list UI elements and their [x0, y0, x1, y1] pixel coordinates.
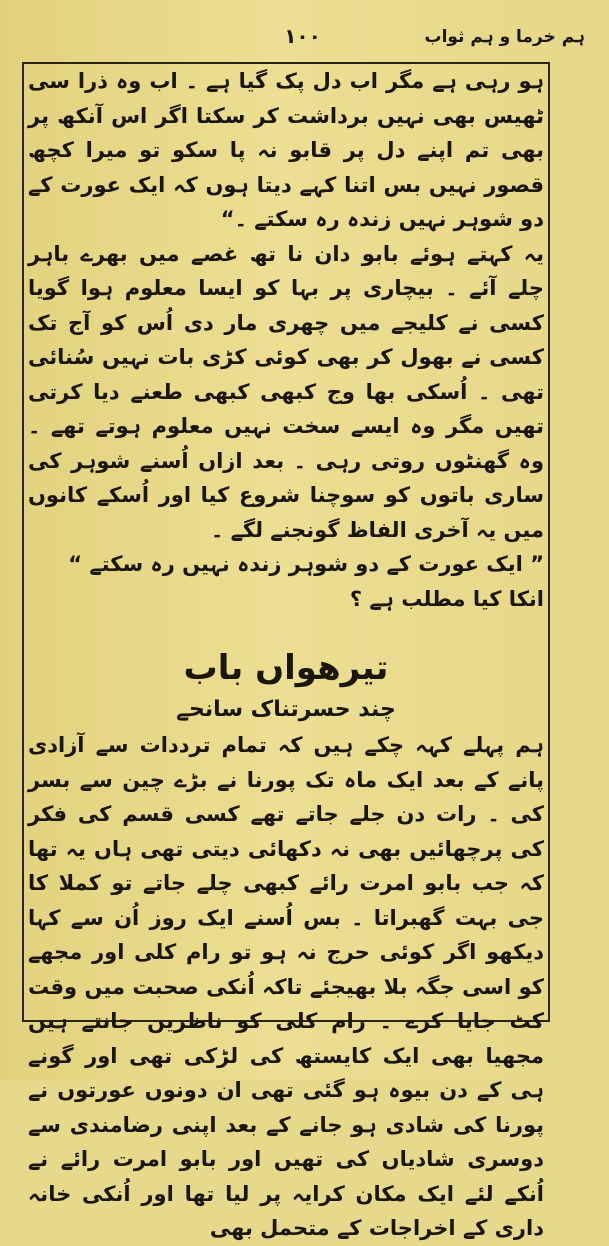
paragraph-question: انکا کیا مطلب ہے ؟ [349, 586, 544, 611]
chapter-title: تیرھواں باب [183, 648, 389, 688]
page-header [20, 20, 585, 66]
chapter-subtitle: چند حسرتناک سانحے [176, 697, 396, 722]
page-number: ۱۰۰ [284, 24, 321, 48]
paragraph-2: یہ کہتے ہوئے بابو دان نا تھ غصے میں بھرے باہر چلے آئے ۔ بیچاری پر بہا کو ایسا معلوم ہوا گویا کسی نے کلیجے میں چھری مار دی اُس کو آج تک کسی نے بھول کر بھی کوئی کڑی بات نہیں سُنائی تھی ۔ اُسکی بھا وج کبھی کبھی طعنے دیا کرتی تھیں مگر وہ ایسے سخت نہیں معلوم ہوتے تھے ۔ وہ گھنٹوں روتی رہی ۔ بعد ازاں اُسنے شوہر کی ساری باتوں کو سوچنا شروع کیا اور اُسکے کانوں میں یہ آخری الفاظ گونجنے لگے ۔ [28, 241, 544, 542]
quoted-line: ” ایک عورت کے دو شوہر زندہ نہیں رہ سکتے “ [68, 552, 544, 576]
page-body [28, 64, 544, 1240]
paragraph-5: ہم پہلے کہہ چکے ہیں کہ تمام ترددات سے آزادی پانے کے بعد ایک ماہ تک پورنا نے بڑے چین سے بسر کی ۔ رات دن جلے جاتے تھے کسی قسم کی فکر کی پرچھائیں بھی نہ دکھائی دیتی تھی ہاں یہ تھا کہ جب بابو امرت رائے کبھی چلے جاتے تو کملا کا جی بہت گھبراتا ۔ بس اُسنے ایک روز اُن سے کہا دیکھو اگر کوئی حرج نہ ہو تو رام کلی اور مجھے کو اسی جگہ بلا بھیجئے تاکہ اُنکی صحبت میں وقت کٹ جایا کرے ۔ رام کلی کو ناظرین جانتے ہیں مجھیا بھی ایک کایستھ کی لڑکی تھی اور گونے ہی کے دن بیوہ ہو گئی تھی ان دونوں عورتوں نے پورنا کی شادی ہو جانے کے بعد اپنی رضامندی سے دوسری شادیاں کی تھیں اور بابو امرت رائے نے اُنکے لئے ایک مکان کرایہ پر لیا تھا اور اُنکی خانہ داری کے اخراجات کے متحمل بھی [28, 733, 544, 1240]
running-title: ہم خرما و ہم ثواب [424, 27, 585, 47]
paragraph-1: ہو رہی ہے مگر اب دل پک گیا ہے ۔ اب وہ ذرا سی ٹھیس بھی نہیں برداشت کر سکتا اگر اس آنکھ پر بھی تم اپنے دل پر قابو نہ پا سکو تو میرا کچھ قصور نہیں بس اتنا کہے دیتا ہوں کہ ایک عورت کے دو شوہر نہیں زندہ رہ سکتے ۔“ [28, 69, 544, 231]
